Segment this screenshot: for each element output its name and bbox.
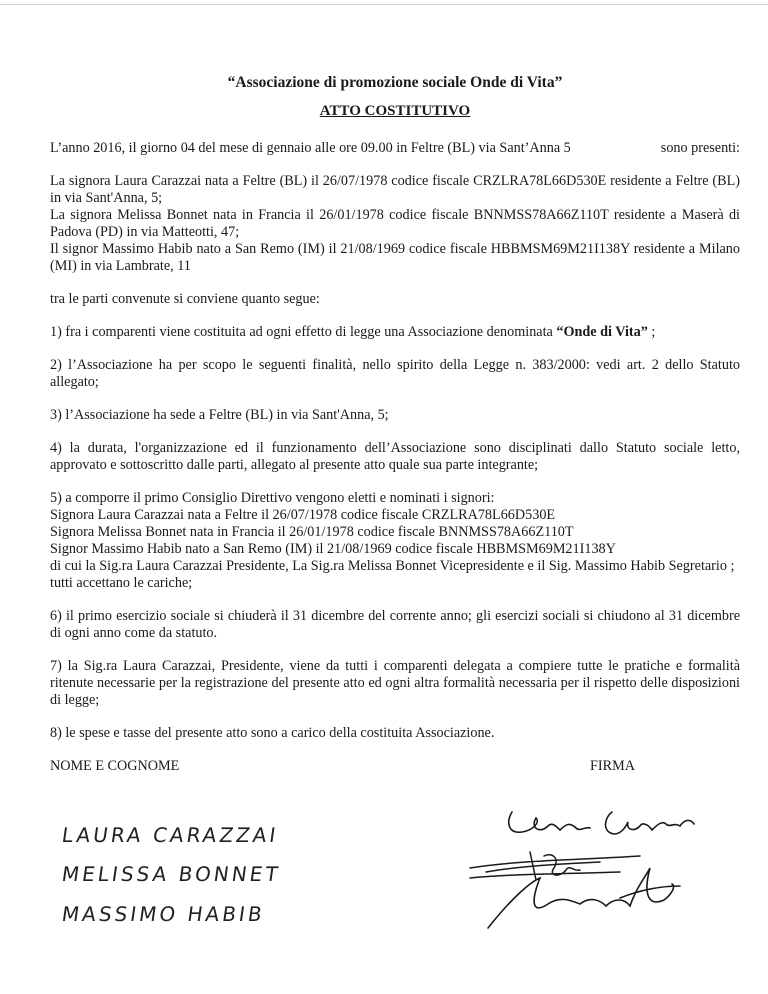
document-page	[50, 74, 740, 775]
document-title: “Associazione di promozione sociale Onde di Vita”	[227, 74, 563, 91]
council-acceptance: tutti accettano le cariche;	[50, 575, 193, 591]
members-list	[50, 173, 740, 275]
handwritten-name-3: MASSIMO HABIB	[60, 902, 267, 926]
council-roles: di cui la Sig.ra Laura Carazzai Presidente, La Sig.ra Melissa Bonnet Vicepresidente e il Sig. Massimo Habib Segretario ;	[50, 558, 735, 574]
name-column-header: NOME E COGNOME	[50, 758, 180, 774]
scan-edge-line	[0, 4, 768, 5]
member-3: Il signor Massimo Habib nato a San Remo (IM) il 21/08/1969 codice fiscale HBBMSM69M21I138Y residente a Milano (MI) in via Lambrate, 11	[50, 241, 740, 274]
article-7: 7) la Sig.ra Laura Carazzai, Presidente, viene da tutti i comparenti delegata a compiere tutte le pratiche e formalità ritenute necessarie per la registrazione del presente atto ed ogni altra formalità necessaria per il rispetto delle disposizioni di legge;	[50, 658, 740, 708]
council-member-3: Signor Massimo Habib nato a San Remo (IM) il 21/08/1969 codice fiscale HBBMSM69M21I138Y	[50, 541, 616, 557]
article-1	[50, 324, 740, 341]
article-5	[50, 490, 740, 592]
article-1-text: 1) fra i comparenti viene costituita ad ogni effetto di legge una Associazione denominata	[50, 324, 557, 340]
signature-column-header: FIRMA	[590, 758, 635, 774]
article-1-end: ;	[647, 324, 656, 340]
intro-line	[50, 140, 740, 157]
signature-header	[50, 758, 740, 775]
council-member-1: Signora Laura Carazzai nata a Feltre il 26/07/1978 codice fiscale CRZLRA78L66D530E	[50, 507, 556, 523]
article-6: 6) il primo esercizio sociale si chiuderà il 31 dicembre del corrente anno; gli esercizi sociali si chiudono al 31 dicembre di ogni anno come da statuto.	[50, 608, 740, 641]
council-member-2: Signora Melissa Bonnet nata in Francia il 26/01/1978 codice fiscale BNNMSS78A66Z110T	[50, 524, 574, 540]
agreement-line: tra le parti convenute si conviene quanto segue:	[50, 291, 320, 307]
association-name: “Onde di Vita”	[556, 324, 648, 340]
intro-present: sono presenti:	[660, 140, 740, 156]
article-8: 8) le spese e tasse del presente atto sono a carico della costituita Associazione.	[50, 725, 495, 741]
signature-1	[509, 812, 694, 834]
handwritten-name-1: LAURA CARAZZAI	[60, 823, 281, 847]
article-3: 3) l’Associazione ha sede a Feltre (BL) in via Sant'Anna, 5;	[50, 407, 389, 423]
handwritten-name-2: MELISSA BONNET	[60, 862, 283, 886]
article-5-intro: 5) a comporre il primo Consiglio Direttivo vengono eletti e nominati i signori:	[50, 490, 495, 506]
document-subtitle: ATTO COSTITUTIVO	[319, 103, 471, 119]
signature-2	[470, 852, 640, 880]
intro-date-place: L’anno 2016, il giorno 04 del mese di gennaio alle ore 09.00 in Feltre (BL) via Sant’Anna 5	[50, 140, 571, 156]
member-2: La signora Melissa Bonnet nata in Francia il 26/01/1978 codice fiscale BNNMSS78A66Z110T residente a Maserà di Padova (PD) in via Matteotti, 47;	[50, 207, 740, 240]
member-1: La signora Laura Carazzai nata a Feltre (BL) il 26/07/1978 codice fiscale CRZLRA78L66D530E residente a Feltre (BL) in via Sant'Anna, 5;	[50, 173, 740, 206]
signature-3	[488, 868, 680, 928]
article-2: 2) l’Associazione ha per scopo le seguenti finalità, nello spirito della Legge n. 383/2000: vedi art. 2 dello Statuto allegato;	[50, 357, 740, 390]
article-4: 4) la durata, l'organizzazione ed il funzionamento dell’Associazione sono disciplinati dallo Statuto sociale letto, approvato e sottoscritto dalle parti, allegato al presente atto quale sua parte integrante;	[50, 440, 740, 473]
